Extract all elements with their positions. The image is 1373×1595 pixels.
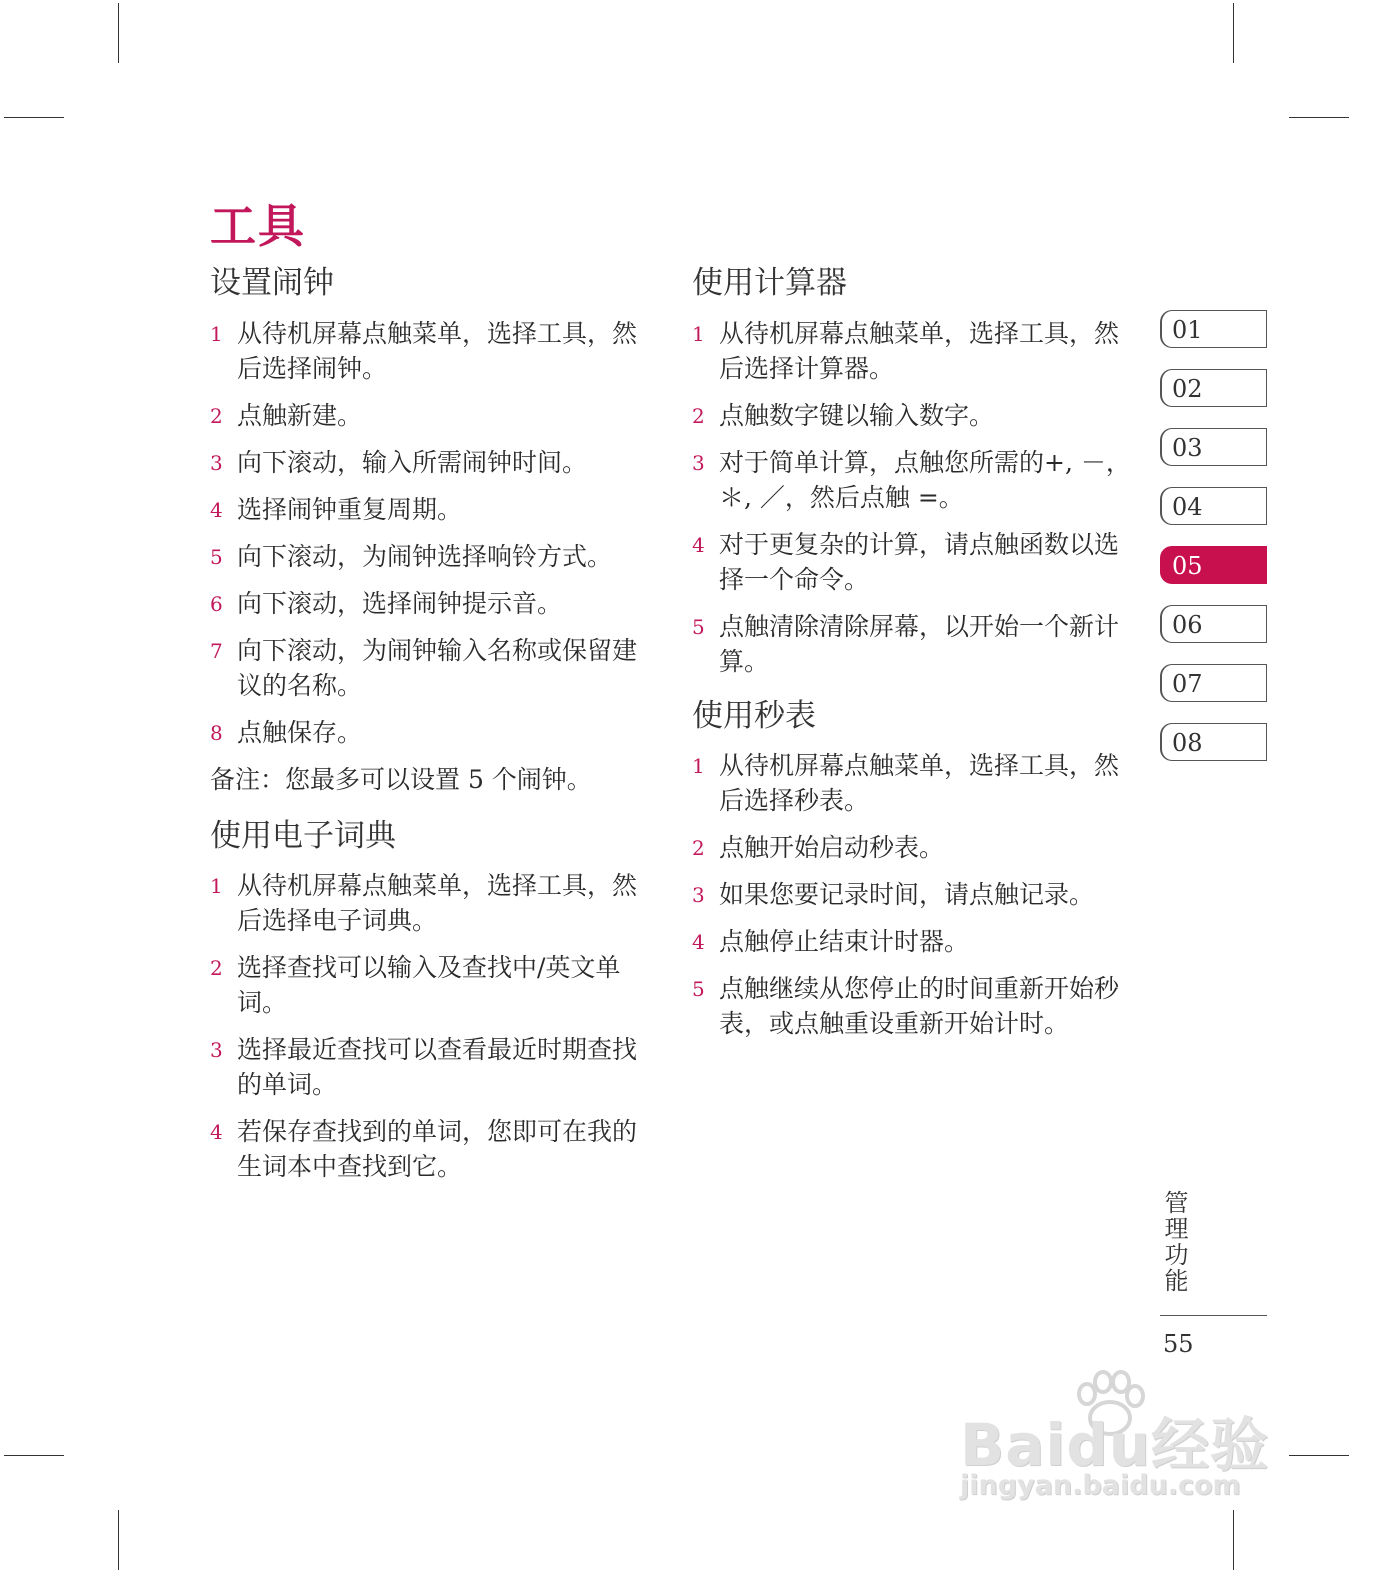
step-text: 点触停止结束计时器。 [719, 927, 970, 957]
step-text: 如果您要记录时间，请点触记录。 [719, 880, 1095, 910]
stopwatch-steps [692, 748, 1142, 1041]
list-item [692, 445, 1142, 515]
list-item [210, 539, 660, 574]
stopwatch-section [692, 699, 1142, 1042]
dictionary-steps [210, 868, 660, 1184]
list-item [210, 950, 660, 1020]
crop-mark [1289, 117, 1349, 118]
step-text: 从待机屏幕点触菜单，选择工具，然后选择闹钟。 [237, 318, 638, 383]
step-number: 4 [692, 930, 705, 955]
step-number: 7 [210, 638, 223, 663]
step-text: 选择最近查找可以查看最近时期查找的单词。 [237, 1035, 638, 1100]
crop-mark [1289, 1455, 1349, 1456]
right-column [692, 266, 1142, 1053]
crop-mark [4, 1455, 64, 1456]
section-title-stopwatch: 使用秒表 [692, 697, 816, 734]
tab-chapter-08[interactable]: 08 [1160, 723, 1267, 761]
step-text: 从待机屏幕点触菜单，选择工具，然后选择电子词典。 [237, 871, 638, 936]
step-text: 对于简单计算，点触您所需的+, －，＊, ／，然后点触 =。 [719, 447, 1131, 512]
list-item [692, 527, 1142, 597]
step-text: 对于更复杂的计算，请点触函数以选择一个命令。 [719, 529, 1120, 594]
alarm-note: 备注：您最多可以设置 5 个闹钟。 [210, 764, 592, 794]
section-title-calculator: 使用计算器 [692, 265, 847, 301]
crop-mark [118, 1510, 119, 1570]
section-title-dictionary: 使用电子词典 [210, 817, 396, 854]
alarm-section [210, 266, 660, 797]
step-number: 3 [692, 450, 705, 475]
step-number: 5 [210, 544, 223, 569]
step-number: 2 [692, 836, 705, 861]
step-text: 点触数字键以输入数字。 [719, 400, 995, 430]
tab-chapter-06[interactable]: 06 [1160, 605, 1267, 643]
step-text: 点触新建。 [237, 400, 363, 430]
list-item [210, 398, 660, 433]
tab-chapter-04[interactable]: 04 [1160, 487, 1267, 525]
watermark-logo-text: Baidu经验 [960, 1411, 1270, 1479]
tab-chapter-02[interactable]: 02 [1160, 369, 1267, 407]
step-number: 2 [692, 403, 705, 428]
list-item [692, 830, 1142, 865]
step-number: 2 [210, 956, 223, 981]
step-text: 点触开始启动秒表。 [719, 833, 945, 863]
tab-chapter-07[interactable]: 07 [1160, 664, 1267, 702]
calculator-section [692, 266, 1142, 679]
step-number: 5 [692, 614, 705, 639]
list-item [692, 971, 1142, 1041]
step-number: 1 [692, 754, 705, 779]
dictionary-section [210, 819, 660, 1185]
list-item [210, 715, 660, 750]
step-text: 点触清除清除屏幕，以开始一个新计算。 [719, 611, 1120, 676]
chapter-side-label: 管理功能 [1160, 1190, 1188, 1294]
step-text: 点触继续从您停止的时间重新开始秒表，或点触重设重新开始计时。 [719, 974, 1120, 1039]
step-number: 3 [210, 450, 223, 475]
list-item [210, 445, 660, 480]
step-text: 选择查找可以输入及查找中/英文单词。 [237, 953, 621, 1018]
step-number: 1 [210, 874, 223, 899]
page-number: 55 [1163, 1330, 1194, 1358]
step-text: 从待机屏幕点触菜单，选择工具，然后选择计算器。 [719, 318, 1120, 383]
list-item [210, 868, 660, 938]
list-item [692, 316, 1142, 386]
step-number: 4 [210, 1120, 223, 1145]
step-text: 向下滚动，选择闹钟提示音。 [237, 588, 563, 618]
step-number: 8 [210, 720, 223, 745]
chapter-tabs [1160, 310, 1267, 782]
step-text: 向下滚动，为闹钟选择响铃方式。 [237, 541, 613, 571]
divider [1160, 1315, 1267, 1316]
tab-chapter-05[interactable]: 05 [1160, 546, 1267, 584]
step-text: 向下滚动，为闹钟输入名称或保留建议的名称。 [237, 635, 638, 700]
step-text: 点触保存。 [237, 717, 363, 747]
list-item [210, 492, 660, 527]
calculator-steps [692, 316, 1142, 679]
step-text: 选择闹钟重复周期。 [237, 494, 463, 524]
page-title: 工具 [210, 198, 306, 253]
list-item [692, 748, 1142, 818]
step-text: 向下滚动，输入所需闹钟时间。 [237, 447, 588, 477]
step-number: 6 [210, 591, 223, 616]
step-number: 1 [692, 321, 705, 346]
list-item [692, 877, 1142, 912]
step-number: 4 [210, 497, 223, 522]
step-text: 从待机屏幕点触菜单，选择工具，然后选择秒表。 [719, 751, 1120, 816]
step-number: 2 [210, 403, 223, 428]
tab-chapter-01[interactable]: 01 [1160, 310, 1267, 348]
step-number: 3 [210, 1038, 223, 1063]
watermark-url: jingyan.baidu.com [960, 1470, 1241, 1501]
list-item [692, 924, 1142, 959]
list-item [210, 1114, 660, 1184]
list-item [210, 316, 660, 386]
step-number: 1 [210, 321, 223, 346]
list-item [692, 398, 1142, 433]
list-item [210, 1032, 660, 1102]
section-title-alarm: 设置闹钟 [210, 265, 334, 301]
alarm-steps [210, 316, 660, 750]
step-text: 若保存查找到的单词，您即可在我的生词本中查找到它。 [237, 1117, 638, 1182]
list-item [692, 609, 1142, 679]
tab-chapter-03[interactable]: 03 [1160, 428, 1267, 466]
step-number: 4 [692, 532, 705, 557]
crop-mark [1233, 3, 1234, 63]
crop-mark [118, 3, 119, 63]
left-column [210, 266, 660, 1196]
baidu-watermark [955, 1370, 1275, 1520]
step-number: 3 [692, 883, 705, 908]
list-item [210, 586, 660, 621]
step-number: 5 [692, 977, 705, 1002]
list-item [210, 633, 660, 703]
crop-mark [4, 117, 64, 118]
